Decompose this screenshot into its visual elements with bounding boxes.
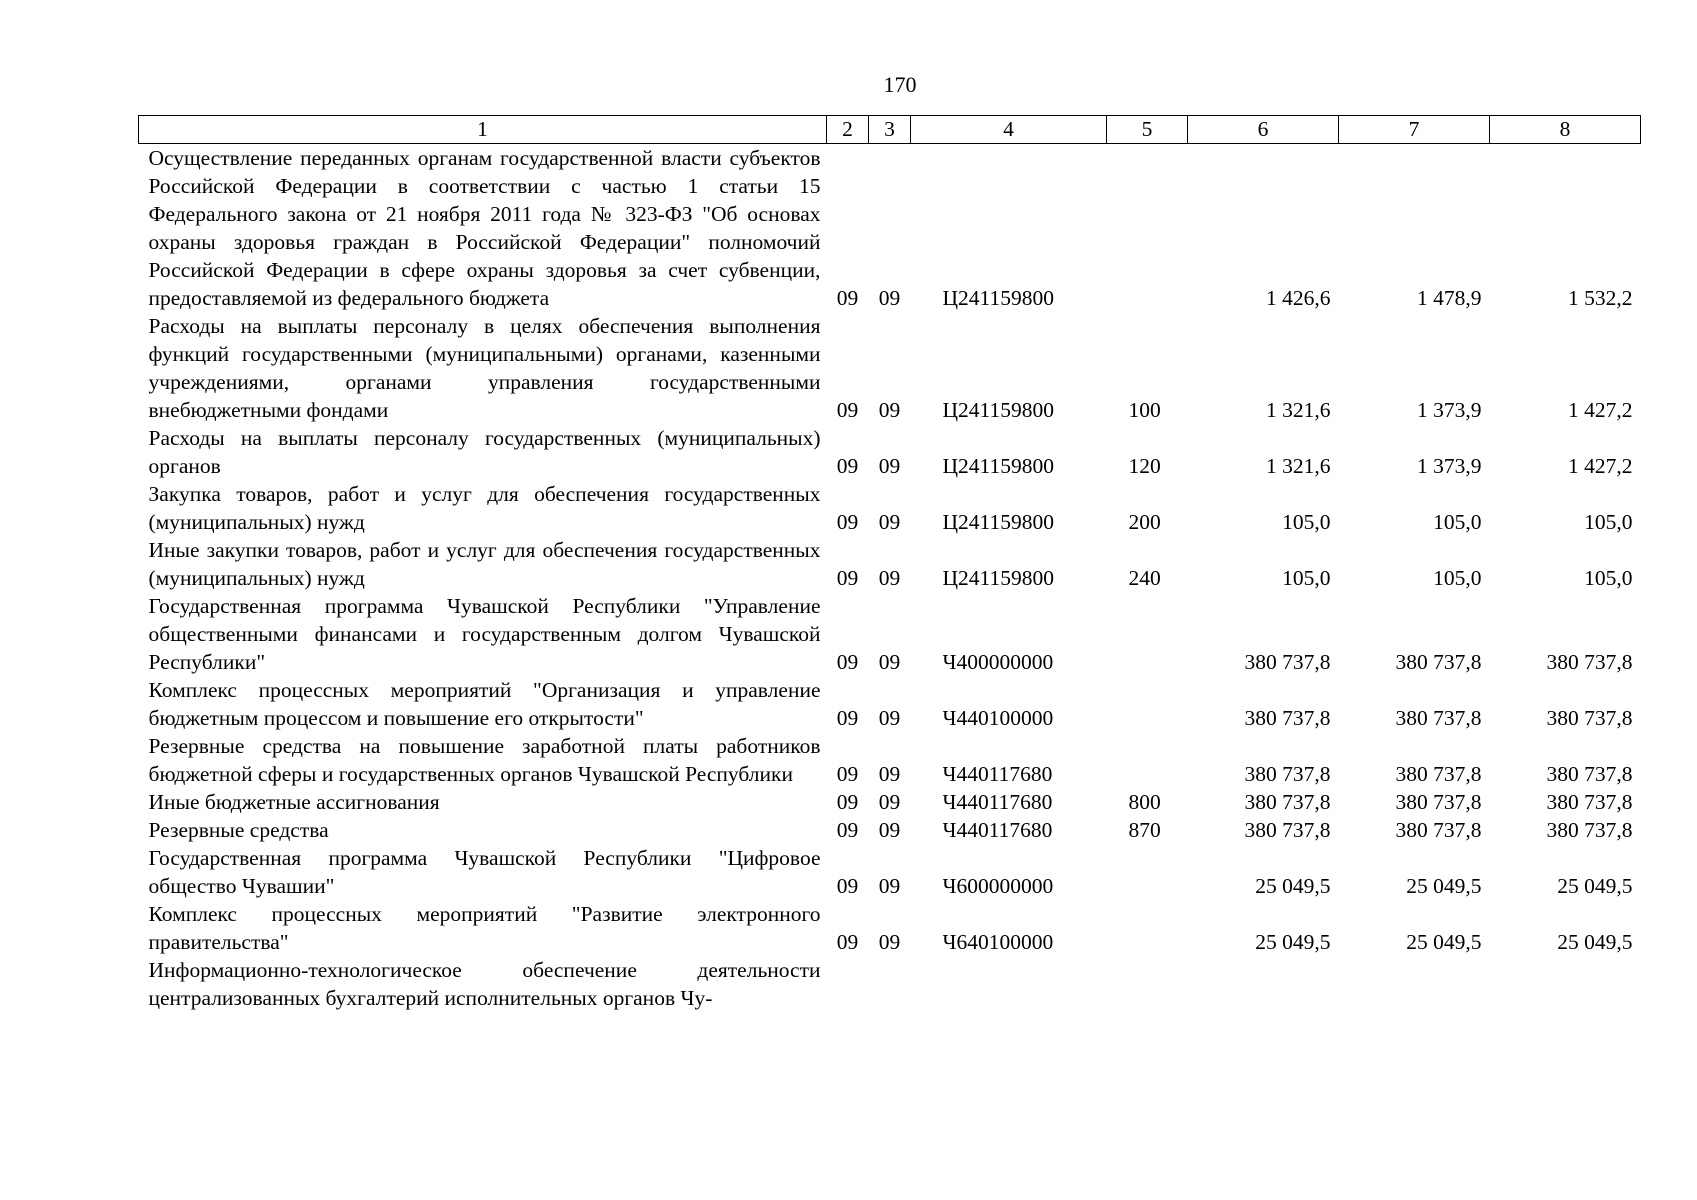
- row-name: Информационно-технологическое обеспечение деятельности централизованных бухгалтерий исполнительных органов Чу-: [148, 958, 821, 1010]
- column-header-5: 5: [1107, 116, 1188, 144]
- row-section: 09: [836, 930, 859, 954]
- row-amount-col7: 380 737,8: [1395, 706, 1482, 730]
- row-target-article: Ч600000000: [942, 874, 1054, 898]
- row-amount-col6: [1188, 956, 1339, 1012]
- row-amount-col8: 1 532,2: [1568, 286, 1633, 310]
- budget-table-wrapper: [138, 115, 1636, 1012]
- column-header-8: 8: [1490, 116, 1641, 144]
- row-section: 09: [836, 454, 859, 478]
- row-amount-col6: 1 426,6: [1266, 286, 1331, 310]
- row-target-article: Ч440100000: [942, 706, 1054, 730]
- budget-table: [138, 115, 1641, 1012]
- row-expense-type: [1107, 144, 1188, 313]
- row-subsection: 09: [878, 454, 901, 478]
- row-section: 09: [836, 874, 859, 898]
- row-name: Комплекс процессных мероприятий "Организация и управление бюджетным процессом и повышение его открытости": [148, 678, 821, 730]
- row-amount-col7: 380 737,8: [1395, 790, 1482, 814]
- row-expense-type: [1107, 732, 1188, 788]
- row-amount-col8: 25 049,5: [1557, 930, 1633, 954]
- row-expense-type: 870: [1128, 818, 1161, 842]
- column-header-3: 3: [869, 116, 911, 144]
- row-amount-col7: 105,0: [1433, 566, 1482, 590]
- row-subsection: 09: [878, 874, 901, 898]
- row-amount-col8: 380 737,8: [1546, 818, 1633, 842]
- table-body: [139, 144, 1641, 1013]
- table-row: [139, 956, 1641, 1012]
- row-target-article: Ч640100000: [942, 930, 1054, 954]
- column-header-1: 1: [139, 116, 827, 144]
- row-amount-col7: 1 478,9: [1417, 286, 1482, 310]
- row-subsection: 09: [878, 510, 901, 534]
- row-amount-col6: 380 737,8: [1244, 818, 1331, 842]
- row-name: Иные бюджетные ассигнования: [148, 790, 440, 814]
- row-expense-type: [1107, 956, 1188, 1012]
- table-row: [139, 816, 1641, 844]
- row-amount-col6: 380 737,8: [1244, 650, 1331, 674]
- row-amount-col6: 105,0: [1282, 566, 1331, 590]
- row-amount-col7: 105,0: [1433, 510, 1482, 534]
- row-section: 09: [836, 286, 859, 310]
- row-expense-type: 120: [1128, 454, 1161, 478]
- row-amount-col8: 380 737,8: [1546, 790, 1633, 814]
- row-amount-col8: 380 737,8: [1546, 706, 1633, 730]
- row-target-article: Ч400000000: [942, 650, 1054, 674]
- row-name: Государственная программа Чувашской Республики "Управление общественными финансами и государственным долгом Чувашской Республики": [148, 594, 821, 674]
- row-section: 09: [836, 818, 859, 842]
- row-name: Расходы на выплаты персоналу государственных (муниципальных) органов: [148, 426, 821, 478]
- column-header-6: 6: [1188, 116, 1339, 144]
- row-amount-col8: 105,0: [1584, 566, 1633, 590]
- table-row: [139, 788, 1641, 816]
- row-amount-col6: 380 737,8: [1244, 790, 1331, 814]
- row-amount-col6: 1 321,6: [1266, 398, 1331, 422]
- row-section: 09: [836, 762, 859, 786]
- table-row: [139, 732, 1641, 788]
- row-section: 09: [836, 706, 859, 730]
- row-expense-type: 200: [1128, 510, 1161, 534]
- row-subsection: 09: [878, 930, 901, 954]
- row-target-article: Ч440117680: [942, 762, 1053, 786]
- row-name: Резервные средства на повышение заработной платы работников бюджетной сферы и государственных органов Чувашской Республики: [148, 734, 821, 786]
- row-target-article: Ч440117680: [942, 818, 1053, 842]
- row-amount-col8: 1 427,2: [1568, 454, 1633, 478]
- row-subsection: 09: [878, 398, 901, 422]
- row-subsection: [869, 956, 911, 1012]
- row-amount-col6: 380 737,8: [1244, 762, 1331, 786]
- row-section: 09: [836, 510, 859, 534]
- row-target-article: Ц241159800: [942, 454, 1054, 478]
- row-amount-col6: 25 049,5: [1255, 874, 1331, 898]
- row-amount-col7: [1339, 956, 1490, 1012]
- row-amount-col7: 1 373,9: [1417, 454, 1482, 478]
- row-amount-col7: 380 737,8: [1395, 650, 1482, 674]
- row-amount-col6: 25 049,5: [1255, 930, 1331, 954]
- page-number: 170: [883, 72, 917, 97]
- row-target-article: Ц241159800: [942, 286, 1054, 310]
- table-row: [139, 144, 1641, 313]
- row-target-article: Ц241159800: [942, 510, 1054, 534]
- row-name: Осуществление переданных органам государственной власти субъектов Российской Федерации в соответствии с частью 1 статьи 15 Федерального закона от 21 ноября 2011 года № 323-ФЗ "Об основах охраны здоровья граждан в Российской Федерации" полномочий Российской Федерации в сфере охраны здоровья за счет субвенции, предоставляемой из федерального бюджета: [148, 146, 821, 310]
- row-section: [827, 956, 869, 1012]
- row-expense-type: [1107, 900, 1188, 956]
- row-target-article: Ч440117680: [942, 790, 1053, 814]
- row-expense-type: [1107, 844, 1188, 900]
- row-amount-col7: 25 049,5: [1406, 874, 1482, 898]
- row-subsection: 09: [878, 286, 901, 310]
- row-name: Государственная программа Чувашской Республики "Цифровое общество Чувашии": [148, 846, 821, 898]
- row-amount-col6: 380 737,8: [1244, 706, 1331, 730]
- row-section: 09: [836, 398, 859, 422]
- row-expense-type: 800: [1128, 790, 1161, 814]
- table-row: [139, 592, 1641, 676]
- table-row: [139, 424, 1641, 480]
- row-target-article: Ц241159800: [942, 566, 1054, 590]
- row-section: 09: [836, 566, 859, 590]
- table-row: [139, 480, 1641, 536]
- row-subsection: 09: [878, 650, 901, 674]
- table-header-row: [139, 116, 1641, 144]
- row-amount-col8: 380 737,8: [1546, 650, 1633, 674]
- row-amount-col6: 1 321,6: [1266, 454, 1331, 478]
- table-row: [139, 312, 1641, 424]
- table-row: [139, 900, 1641, 956]
- row-expense-type: [1107, 592, 1188, 676]
- row-expense-type: 240: [1128, 566, 1161, 590]
- row-amount-col7: 380 737,8: [1395, 762, 1482, 786]
- row-amount-col7: 25 049,5: [1406, 930, 1482, 954]
- row-name: Резервные средства: [148, 818, 329, 842]
- row-amount-col6: 105,0: [1282, 510, 1331, 534]
- row-amount-col8: 105,0: [1584, 510, 1633, 534]
- table-row: [139, 536, 1641, 592]
- row-section: 09: [836, 790, 859, 814]
- column-header-4: 4: [911, 116, 1107, 144]
- row-subsection: 09: [878, 790, 901, 814]
- row-name: Иные закупки товаров, работ и услуг для обеспечения государственных (муниципальных) нужд: [148, 538, 821, 590]
- row-expense-type: 100: [1128, 398, 1161, 422]
- row-target-article: Ц241159800: [942, 398, 1054, 422]
- row-subsection: 09: [878, 706, 901, 730]
- table-row: [139, 844, 1641, 900]
- row-amount-col8: [1490, 956, 1641, 1012]
- row-name: Комплекс процессных мероприятий "Развитие электронного правительства": [148, 902, 821, 954]
- column-header-2: 2: [827, 116, 869, 144]
- table-row: [139, 676, 1641, 732]
- row-name: Закупка товаров, работ и услуг для обеспечения государственных (муниципальных) нужд: [148, 482, 821, 534]
- row-name: Расходы на выплаты персоналу в целях обеспечения выполнения функций государственными (муниципальными) органами, казенными учреждениями, органами управления государственными внебюджетными фондами: [148, 314, 821, 422]
- row-subsection: 09: [878, 818, 901, 842]
- row-amount-col7: 380 737,8: [1395, 818, 1482, 842]
- row-amount-col7: 1 373,9: [1417, 398, 1482, 422]
- row-target-article: [911, 956, 1107, 1012]
- row-subsection: 09: [878, 566, 901, 590]
- column-header-7: 7: [1339, 116, 1490, 144]
- row-expense-type: [1107, 676, 1188, 732]
- row-amount-col8: 1 427,2: [1568, 398, 1633, 422]
- row-subsection: 09: [878, 762, 901, 786]
- row-section: 09: [836, 650, 859, 674]
- row-amount-col8: 380 737,8: [1546, 762, 1633, 786]
- row-amount-col8: 25 049,5: [1557, 874, 1633, 898]
